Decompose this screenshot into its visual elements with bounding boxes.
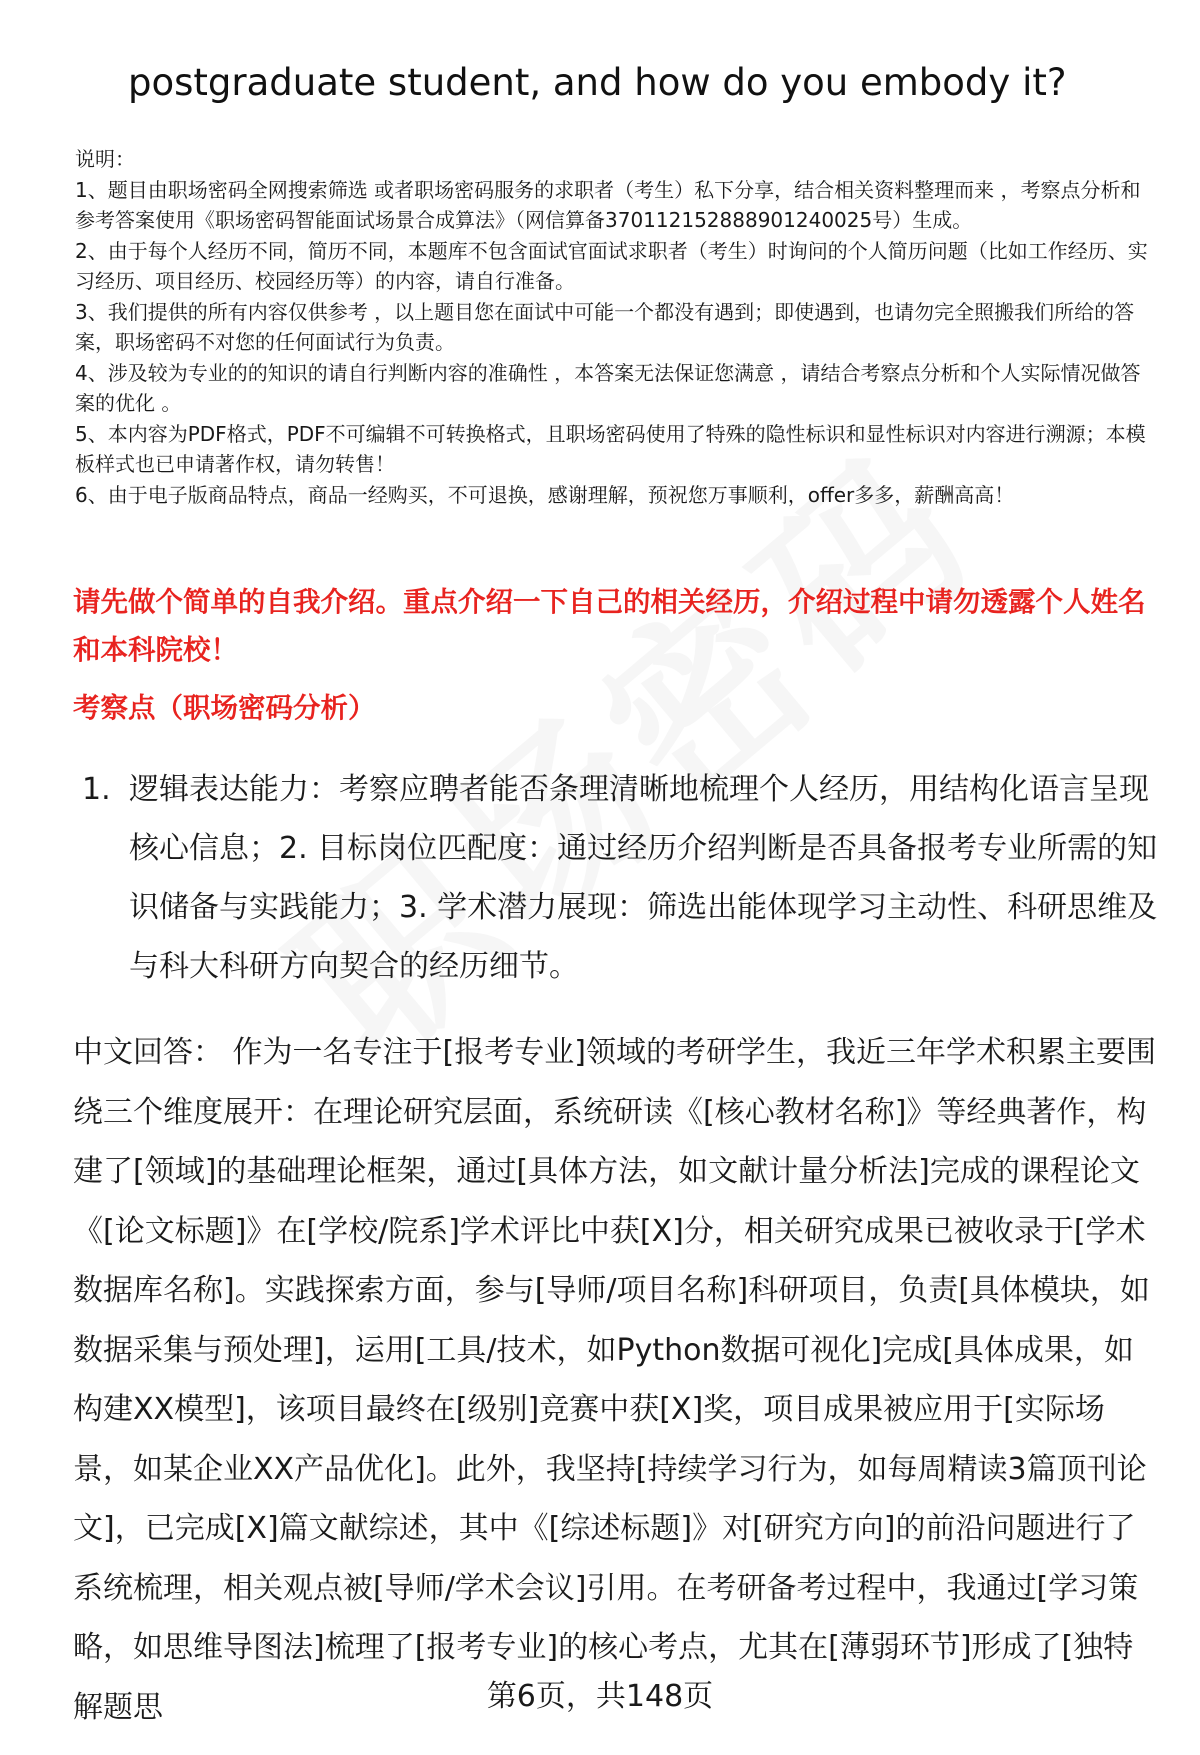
english-question-line: postgraduate student, and how do you embody it? — [128, 61, 1067, 104]
analysis-points — [82, 760, 1162, 996]
analysis-heading: 考察点（职场密码分析） — [73, 692, 376, 724]
note-item-5: 5、本内容为PDF格式，PDF不可编辑不可转换格式，且职场密码使用了特殊的隐性标识和显性标识对内容进行溯源；本模板样式也已申请著作权，请勿转售！ — [75, 421, 1146, 476]
note-item-1: 1、题目由职场密码全网搜索筛选 或者职场密码服务的求职者（考生）私下分享，结合相关资料整理而来 ，考察点分析和参考答案使用《职场密码智能面试场景合成算法》（网信算备370112152888901240025号）生成。 — [75, 177, 1141, 232]
interview-question: 请先做个简单的自我介绍。重点介绍一下自己的相关经历，介绍过程中请勿透露个人姓名和本科院校！ — [73, 586, 1146, 666]
note-item-6: 6、由于电子版商品特点，商品一经购买，不可退换，感谢理解，预祝您万事顺利，offer多多，薪酬高高！ — [75, 482, 1015, 507]
page-number: 第6页，共148页 — [486, 1679, 714, 1714]
note-item-4: 4、涉及较为专业的的知识的请自行判断内容的准确性 ，本答案无法保证您满意 ，请结合考察点分析和个人实际情况做答案的优化 。 — [75, 360, 1141, 415]
note-item-3: 3、我们提供的所有内容仅供参考 ，以上题目您在面试中可能一个都没有遇到；即使遇到，也请勿完全照搬我们所给的答案，职场密码不对您的任何面试行为负责。 — [75, 299, 1135, 354]
notes-section — [75, 144, 1160, 510]
note-item-2: 2、由于每个人经历不同，简历不同，本题库不包含面试官面试求职者（考生）时询问的个人简历问题（比如工作经历、实习经历、项目经历、校园经历等）的内容，请自行准备。 — [75, 238, 1148, 293]
notes-title: 说明： — [75, 147, 135, 171]
list-number: 1. — [82, 772, 111, 807]
analysis-text: 逻辑表达能力：考察应聘者能否条理清晰地梳理个人经历，用结构化语言呈现核心信息；2. 目标岗位匹配度：通过经历介绍判断是否具备报考专业所需的知识储备与实践能力；3. 学术潜力展现：筛选出能体现学习主动性、科研思维及与科大科研方向契合的经历细节。 — [129, 772, 1158, 984]
chinese-answer: 中文回答： 作为一名专注于[报考专业]领域的考研学生，我近三年学术积累主要围绕三个维度展开：在理论研究层面，系统研读《[核心教材名称]》等经典著作，构建了[领域]的基础理论框架，通过[具体方法，如文献计量分析法]完成的课程论文《[论文标题]》在[学校/院系]学术评比中获[X]分，相关研究成果已被收录于[学术数据库名称]。实践探索方面，参与[导师/项目名称]科研项目，负责[具体模块，如数据采集与预处理]，运用[工具/技术，如Python数据可视化]完成[具体成果，如构建XX模型]，该项目最终在[级别]竞赛中获[X]奖，项目成果被应用于[实际场景，如某企业XX产品优化]。此外，我坚持[持续学习行为，如每周精读3篇顶刊论文]，已完成[X]篇文献综述，其中《[综述标题]》对[研究方向]的前沿问题进行了系统梳理，相关观点被[导师/学术会议]引用。在考研备考过程中，我通过[学习策略，如思维导图法]梳理了[报考专业]的核心考点，尤其在[薄弱环节]形成了[独特解题思 — [73, 1035, 1156, 1725]
